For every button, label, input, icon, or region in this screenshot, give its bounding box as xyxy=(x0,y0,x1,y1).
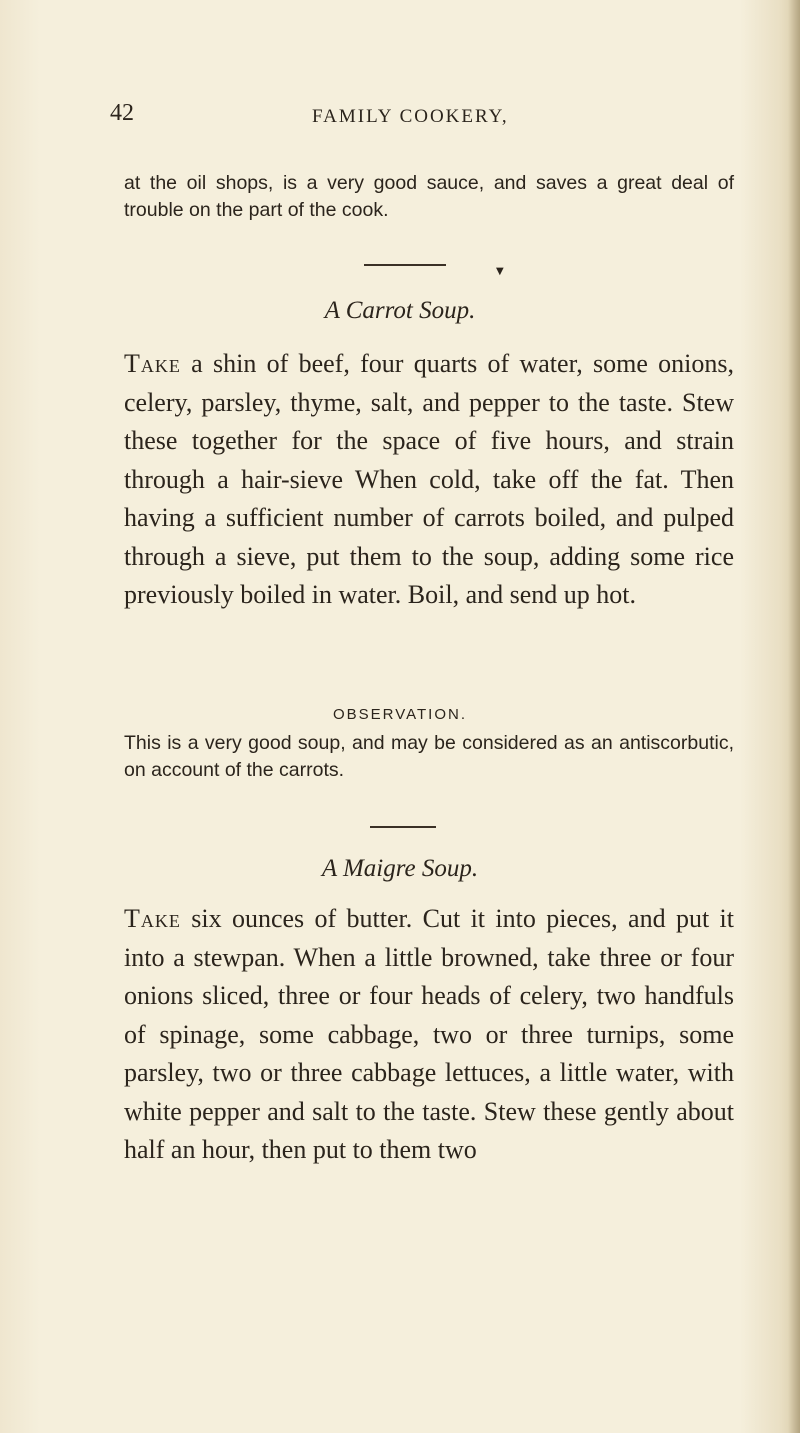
observation-heading: OBSERVATION. xyxy=(332,706,468,723)
intro-paragraph: at the oil shops, is a very good sauce, and saves a great deal of trouble on the part of the cook. xyxy=(124,172,734,221)
maigre-soup-lead-word: Take xyxy=(124,904,181,933)
section-divider xyxy=(364,264,446,266)
maigre-soup-recipe xyxy=(124,900,734,1170)
maigre-soup-body: six ounces of butter. Cut it into pieces, and put it into a stewpan. When a little browned, take three or four onions sliced, three or four heads of celery, two handfuls of spinage, some cabbage, two or three turnips, some parsley, two or three cabbage lettuces, a little water, with white pepper and salt to the taste. Stew these gently about half an hour, then put to them two xyxy=(124,904,734,1164)
divider-ornament-icon: ▼ xyxy=(496,266,504,277)
page-header xyxy=(110,100,730,140)
carrot-soup-body: a shin of beef, four quarts of water, some onions, celery, parsley, thyme, salt, and pepper to the taste. Stew these together for the space of five hours, and strain through a hair-sieve When cold, take off the fat. Then having a sufficient number of carrots boiled, and pulped through a sieve, put them to the soup, adding some rice previously boiled in water. Boil, and send up hot. xyxy=(124,349,734,609)
section-divider xyxy=(370,826,436,828)
carrot-soup-lead-word: Take xyxy=(124,349,181,378)
carrot-soup-recipe xyxy=(124,345,734,615)
carrot-soup-title: A Carrot Soup. xyxy=(324,297,476,324)
running-head: FAMILY COOKERY, xyxy=(312,106,509,127)
observation-paragraph: This is a very good soup, and may be considered as an antiscorbutic, on account of the carrots. xyxy=(124,732,734,781)
maigre-soup-title: A Maigre Soup. xyxy=(321,855,479,882)
page-number: 42 xyxy=(110,100,134,126)
